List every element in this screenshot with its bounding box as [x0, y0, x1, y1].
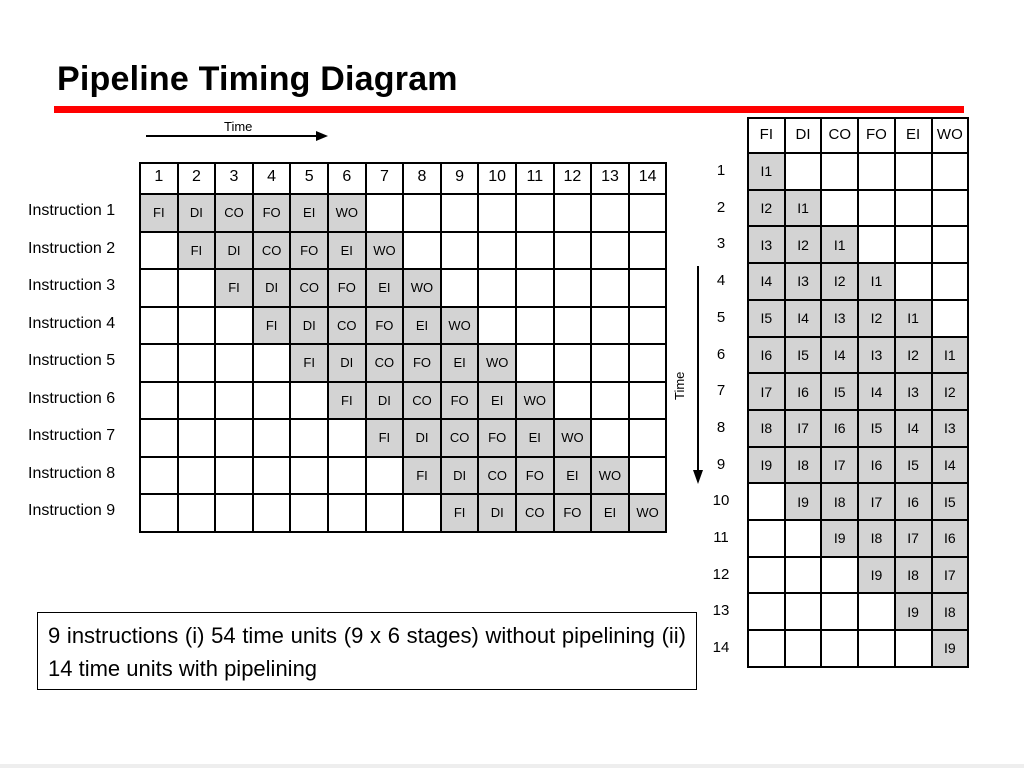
stage-cell: FI [441, 494, 479, 532]
stage-cell: EI [441, 344, 479, 382]
time-column-header: 11 [526, 168, 544, 185]
grid-line [365, 162, 367, 533]
stage-cell: EI [403, 307, 441, 345]
time-arrow-right-icon [146, 128, 328, 144]
stage-cell: EI [516, 419, 554, 457]
grid-line [139, 162, 141, 533]
grid-line [327, 162, 329, 533]
stage-cell: WO [516, 382, 554, 420]
instruction-cell: I9 [895, 593, 932, 630]
time-row-number: 1 [716, 162, 726, 179]
stage-cell: CO [403, 382, 441, 420]
stage-cell: FO [328, 269, 366, 307]
grid-line [967, 117, 969, 668]
stage-cell: FI [253, 307, 291, 345]
grid-line [590, 162, 592, 533]
stage-cell: CO [290, 269, 328, 307]
title-rule [54, 106, 964, 113]
time-row-number: 8 [716, 418, 726, 436]
instruction-cell: I3 [748, 226, 785, 263]
stage-cell: EI [554, 457, 592, 495]
instruction-row-label: Instruction 7 [28, 427, 116, 444]
instruction-cell: I1 [821, 226, 858, 263]
instruction-cell: I4 [858, 373, 895, 410]
time-row-number: 12 [712, 565, 730, 583]
stage-cell: DI [178, 194, 216, 232]
stage-cell: FI [366, 419, 404, 457]
instruction-cell: I5 [895, 447, 932, 484]
grid-line [402, 162, 404, 533]
stage-cell: FO [516, 457, 554, 495]
stage-cell: WO [478, 344, 516, 382]
instruction-cell: I7 [932, 557, 969, 594]
time-row-number: 6 [716, 345, 726, 363]
time-column-header: 2 [191, 168, 201, 185]
instruction-cell: I6 [932, 520, 969, 557]
slide-title: Pipeline Timing Diagram [57, 60, 458, 98]
stage-cell: FO [403, 344, 441, 382]
time-column-header: 10 [488, 168, 507, 185]
instruction-cell: I8 [895, 557, 932, 594]
stage-cell: WO [591, 457, 629, 495]
instruction-cell: I4 [821, 337, 858, 374]
time-row-number: 5 [716, 308, 726, 326]
time-axis-label: Time [224, 119, 253, 134]
instruction-cell: I6 [895, 483, 932, 520]
stage-cell: EI [366, 269, 404, 307]
stage-cell: CO [215, 194, 253, 232]
instruction-cell: I5 [858, 410, 895, 447]
time-column-header: 9 [455, 168, 465, 185]
grid-line [252, 162, 254, 533]
instruction-cell: I5 [748, 300, 785, 337]
instruction-row-label: Instruction 6 [28, 389, 116, 407]
instruction-row-label: Instruction 8 [28, 464, 116, 482]
stage-column-header: WO [936, 126, 963, 143]
instruction-cell: I1 [858, 263, 895, 300]
instruction-cell: I6 [785, 373, 822, 410]
instruction-cell: I7 [785, 410, 822, 447]
instruction-cell: I3 [785, 263, 822, 300]
instruction-cell: I2 [858, 300, 895, 337]
time-column-header: 1 [154, 168, 164, 185]
time-row-number: 14 [712, 639, 730, 657]
grid-line [214, 162, 216, 533]
stage-cell: WO [554, 419, 592, 457]
grid-line [553, 162, 555, 533]
instruction-cell: I9 [858, 557, 895, 594]
time-column-header: 3 [229, 168, 239, 185]
grid-line [857, 117, 859, 668]
vertical-time-axis-label: Time [672, 371, 687, 400]
instruction-cell: I3 [821, 300, 858, 337]
instruction-cell: I2 [748, 190, 785, 227]
stage-cell: DI [215, 232, 253, 270]
instruction-cell: I3 [895, 373, 932, 410]
instruction-cell: I4 [785, 300, 822, 337]
grid-line [894, 117, 896, 668]
time-row-number: 7 [716, 382, 726, 400]
instruction-cell: I8 [932, 593, 969, 630]
instruction-cell: I1 [932, 337, 969, 374]
instruction-cell: I8 [858, 520, 895, 557]
stage-cell: FO [554, 494, 592, 532]
instruction-cell: I2 [821, 263, 858, 300]
footer-band [0, 764, 1024, 768]
stage-cell: CO [516, 494, 554, 532]
instruction-cell: I7 [895, 520, 932, 557]
stage-cell: DI [328, 344, 366, 382]
stage-cell: DI [441, 457, 479, 495]
instruction-cell: I5 [821, 373, 858, 410]
pipelining-summary-note: 9 instructions (i) 54 time units (9 x 6 stages) without pipelining (ii) 14 time units with pipelining [37, 612, 697, 690]
stage-column-header: FO [866, 126, 887, 143]
instruction-cell: I2 [785, 226, 822, 263]
instruction-cell: I7 [821, 447, 858, 484]
time-column-header: 13 [601, 168, 619, 185]
stage-cell: FO [366, 307, 404, 345]
grid-line [628, 162, 630, 533]
instruction-cell: I4 [895, 410, 932, 447]
stage-cell: CO [441, 419, 479, 457]
stage-cell: WO [366, 232, 404, 270]
time-column-header: 12 [563, 168, 582, 185]
stage-cell: FI [290, 344, 328, 382]
time-column-header: 8 [417, 168, 427, 185]
time-column-header: 14 [638, 168, 657, 185]
stage-cell: CO [366, 344, 404, 382]
stage-cell: FI [215, 269, 253, 307]
instruction-row-label: Instruction 9 [28, 502, 116, 519]
grid-line [784, 117, 786, 668]
instruction-cell: I2 [932, 373, 969, 410]
stage-column-header: DI [795, 126, 811, 143]
stage-cell: FI [328, 382, 366, 420]
time-column-header: 6 [342, 168, 352, 185]
stage-cell: FO [441, 382, 479, 420]
stage-column-header: CO [828, 126, 851, 143]
grid-line [289, 162, 291, 533]
instruction-cell: I1 [895, 300, 932, 337]
instruction-cell: I7 [858, 483, 895, 520]
stage-cell: CO [253, 232, 291, 270]
instruction-cell: I1 [748, 153, 785, 190]
stage-cell: CO [478, 457, 516, 495]
time-column-header: 7 [379, 168, 389, 185]
time-row-number: 3 [716, 235, 726, 253]
instruction-row-label: Instruction 3 [28, 277, 116, 294]
grid-line [665, 162, 667, 533]
grid-line [177, 162, 179, 533]
stage-cell: DI [290, 307, 328, 345]
stage-cell: FI [178, 232, 216, 270]
time-column-header: 4 [267, 168, 277, 185]
stage-cell: WO [403, 269, 441, 307]
stage-cell: DI [366, 382, 404, 420]
instruction-cell: I2 [895, 337, 932, 374]
instruction-cell: I8 [748, 410, 785, 447]
instruction-cell: I6 [748, 337, 785, 374]
stage-cell: FO [478, 419, 516, 457]
instruction-cell: I9 [785, 483, 822, 520]
time-arrow-down-icon [691, 266, 705, 484]
instruction-cell: I1 [785, 190, 822, 227]
instruction-cell: I3 [932, 410, 969, 447]
time-row-number: 10 [712, 492, 730, 510]
stage-column-header: FI [759, 126, 774, 143]
instruction-cell: I8 [785, 447, 822, 484]
stage-cell: EI [478, 382, 516, 420]
stage-cell: FO [253, 194, 291, 232]
instruction-cell: I7 [748, 373, 785, 410]
stage-cell: EI [290, 194, 328, 232]
stage-cell: CO [328, 307, 366, 345]
instruction-cell: I6 [858, 447, 895, 484]
grid-line [515, 162, 517, 533]
stage-column-header: EI [906, 126, 921, 143]
stage-cell: EI [328, 232, 366, 270]
instruction-cell: I4 [932, 447, 969, 484]
instruction-cell: I8 [821, 483, 858, 520]
instruction-row-label: Instruction 1 [28, 202, 116, 219]
instruction-cell: I9 [932, 630, 969, 667]
grid-line [440, 162, 442, 533]
stage-cell: WO [328, 194, 366, 232]
instruction-cell: I5 [932, 483, 969, 520]
time-row-number: 9 [716, 455, 726, 473]
time-column-header: 5 [304, 168, 314, 185]
instruction-cell: I5 [785, 337, 822, 374]
time-row-number: 11 [713, 529, 729, 546]
stage-cell: FI [140, 194, 178, 232]
time-row-number: 13 [712, 602, 730, 620]
stage-cell: DI [253, 269, 291, 307]
stage-cell: WO [441, 307, 479, 345]
stage-cell: FI [403, 457, 441, 495]
instruction-cell: I6 [821, 410, 858, 447]
grid-line [477, 162, 479, 533]
instruction-cell: I9 [821, 520, 858, 557]
time-row-number: 2 [716, 198, 726, 216]
grid-line [820, 117, 822, 668]
time-row-number: 4 [716, 272, 726, 290]
instruction-cell: I4 [748, 263, 785, 300]
instruction-row-label: Instruction 5 [28, 352, 116, 369]
instruction-cell: I9 [748, 447, 785, 484]
stage-cell: DI [478, 494, 516, 532]
stage-cell: DI [403, 419, 441, 457]
instruction-cell: I3 [858, 337, 895, 374]
grid-line [931, 117, 933, 668]
grid-line [747, 117, 749, 668]
stage-cell: FO [290, 232, 328, 270]
instruction-row-label: Instruction 4 [28, 314, 116, 332]
stage-cell: WO [629, 494, 667, 532]
instruction-row-label: Instruction 2 [28, 239, 116, 257]
stage-cell: EI [591, 494, 629, 532]
